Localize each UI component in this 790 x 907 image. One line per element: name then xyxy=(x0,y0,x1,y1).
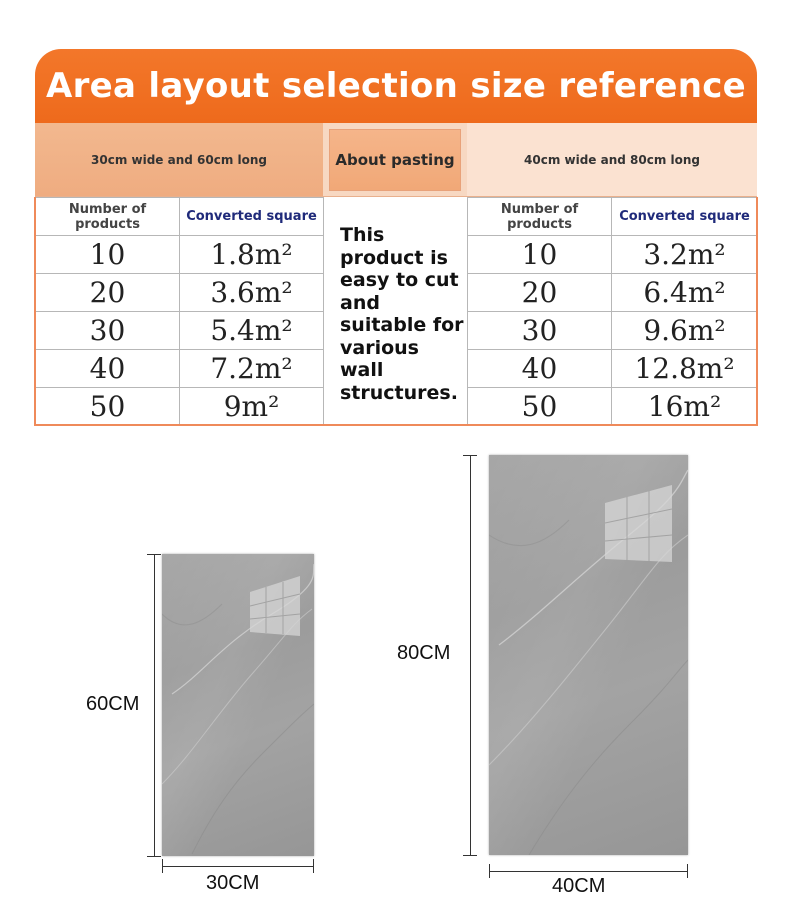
table-row xyxy=(468,388,758,426)
table-row xyxy=(468,312,758,350)
left-size-header-text: 30cm wide and 60cm long xyxy=(91,152,267,167)
about-pasting-header xyxy=(323,123,467,197)
product-count-cell: 40 xyxy=(468,350,612,388)
tick-mark xyxy=(489,864,490,878)
table-row xyxy=(36,388,324,426)
table-row xyxy=(468,274,758,312)
table-row xyxy=(36,274,324,312)
column-header-count: Number of products xyxy=(36,198,180,236)
tile-40x80-width-label: 40CM xyxy=(552,875,606,897)
right-size-header-text: 40cm wide and 80cm long xyxy=(524,152,700,167)
tile-30x60-width-label: 30CM xyxy=(206,872,260,894)
tick-mark xyxy=(313,859,314,873)
column-header-area: Converted square xyxy=(612,198,758,236)
right-size-header xyxy=(467,123,757,197)
about-pasting-chip xyxy=(329,129,461,191)
tile-40x80-height-line xyxy=(470,455,471,855)
table-row xyxy=(36,312,324,350)
tick-mark xyxy=(162,859,163,873)
column-header-area: Converted square xyxy=(180,198,324,236)
area-cell: 5.4m² xyxy=(180,312,324,350)
area-cell: 6.4m² xyxy=(612,274,758,312)
marble-veins-icon xyxy=(162,554,314,856)
product-count-cell: 20 xyxy=(36,274,180,312)
tile-30x60-height-line xyxy=(154,554,155,856)
tick-mark xyxy=(147,554,161,555)
tile-40x80-width-line xyxy=(489,871,688,872)
table-row xyxy=(36,236,324,274)
table-row xyxy=(468,236,758,274)
tick-mark xyxy=(147,856,161,857)
area-cell: 12.8m² xyxy=(612,350,758,388)
tick-mark xyxy=(463,855,477,856)
area-cell: 16m² xyxy=(612,388,758,426)
left-size-header xyxy=(35,123,323,197)
title-banner xyxy=(35,49,757,123)
column-header-count: Number of products xyxy=(468,198,612,236)
left-area-table xyxy=(35,197,324,426)
area-cell: 9.6m² xyxy=(612,312,758,350)
about-pasting-label: About pasting xyxy=(335,150,455,169)
tile-30x60-image xyxy=(162,554,314,856)
product-count-cell: 40 xyxy=(36,350,180,388)
area-cell: 3.6m² xyxy=(180,274,324,312)
product-count-cell: 10 xyxy=(36,236,180,274)
tick-mark xyxy=(463,455,477,456)
tile-30x60-width-line xyxy=(162,866,314,867)
table-row xyxy=(468,350,758,388)
area-cell: 9m² xyxy=(180,388,324,426)
pasting-note: This product is easy to cut and suitable for various wall structures. xyxy=(340,224,464,404)
tile-40x80-height-label: 80CM xyxy=(397,642,451,664)
product-count-cell: 20 xyxy=(468,274,612,312)
tile-30x60-height-label: 60CM xyxy=(86,693,140,715)
table-header-row xyxy=(36,198,324,236)
marble-veins-icon xyxy=(489,455,688,855)
product-count-cell: 30 xyxy=(36,312,180,350)
product-count-cell: 30 xyxy=(468,312,612,350)
product-count-cell: 50 xyxy=(468,388,612,426)
product-count-cell: 10 xyxy=(468,236,612,274)
area-cell: 1.8m² xyxy=(180,236,324,274)
tile-40x80-image xyxy=(489,455,688,855)
table-row xyxy=(36,350,324,388)
area-cell: 3.2m² xyxy=(612,236,758,274)
product-count-cell: 50 xyxy=(36,388,180,426)
tick-mark xyxy=(687,864,688,878)
table-header-row xyxy=(468,198,758,236)
page-title: Area layout selection size reference xyxy=(45,66,747,106)
right-area-table xyxy=(467,197,758,426)
area-cell: 7.2m² xyxy=(180,350,324,388)
